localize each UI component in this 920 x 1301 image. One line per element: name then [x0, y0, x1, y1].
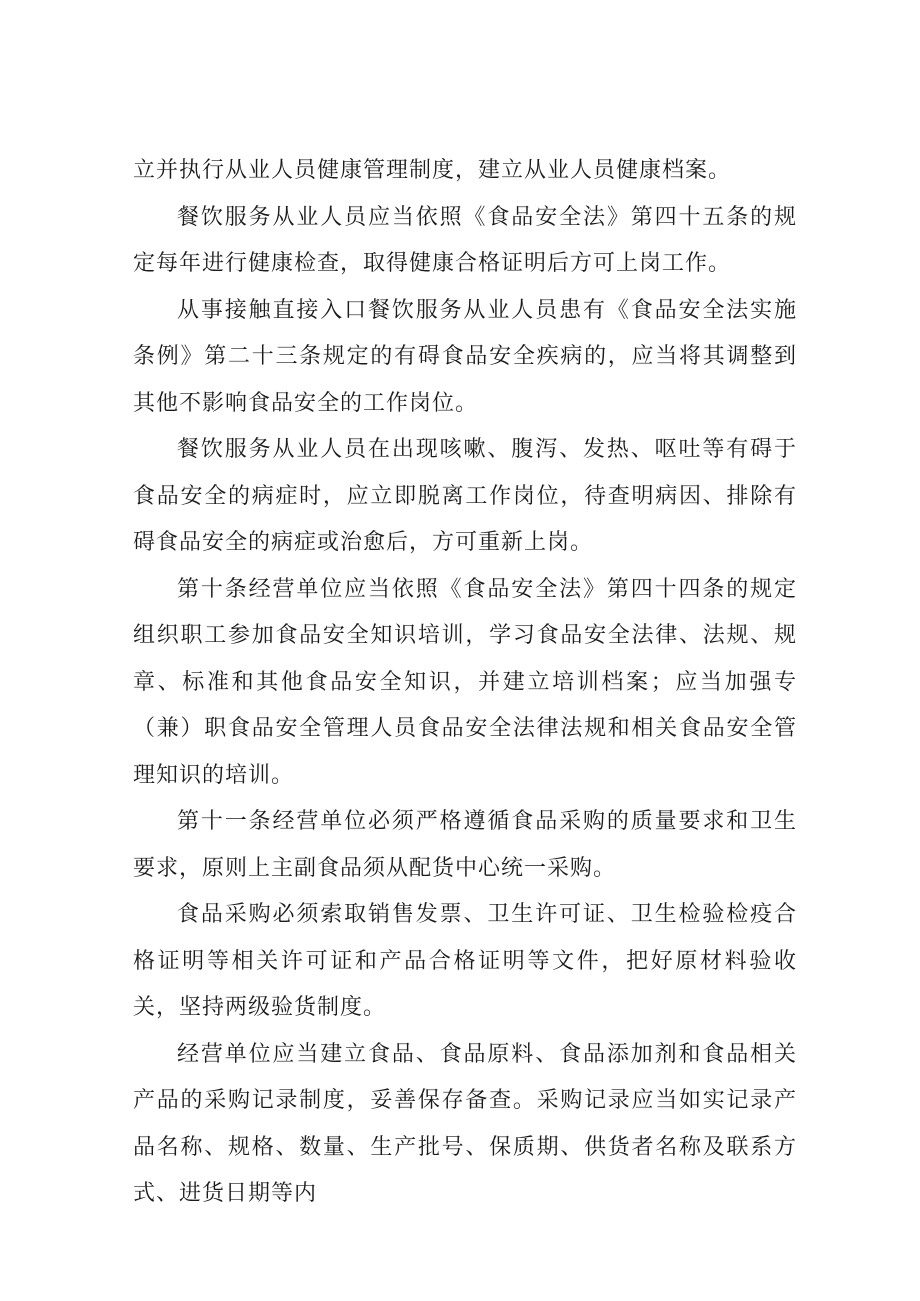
paragraph-article-11: 第十一条经营单位必须严格遵循食品采购的质量要求和卫生要求，原则上主副食品须从配货中心统一采购。	[133, 809, 797, 881]
paragraph-health-check: 餐饮服务从业人员应当依照《食品安全法》第四十五条的规定每年进行健康检查，取得健康合格证明后方可上岗工作。	[133, 204, 797, 276]
paragraph-procurement-records: 经营单位应当建立食品、食品原料、食品添加剂和食品相关产品的采购记录制度，妥善保存备查。采购记录应当如实记录产品名称、规格、数量、生产批号、保质期、供货者名称及联系方式、进货日期等内	[133, 1041, 797, 1206]
paragraph-disease-reassignment: 从事接触直接入口餐饮服务从业人员患有《食品安全法实施条例》第二十三条规定的有碍食品安全疾病的，应当将其调整到其他不影响食品安全的工作岗位。	[133, 297, 797, 416]
paragraph-symptoms: 餐饮服务从业人员在出现咳嗽、腹泻、发热、呕吐等有碍于食品安全的病症时，应立即脱离工作岗位，待查明病因、排除有碍食品安全的病症或治愈后，方可重新上岗。	[133, 437, 797, 555]
paragraph-article-10: 第十条经营单位应当依照《食品安全法》第四十四条的规定组织职工参加食品安全知识培训，学习食品安全法律、法规、规章、标准和其他食品安全知识，并建立培训档案；应当加强专（兼）职食品安全管理人员食品安全法律法规和相关食品安全管理知识的培训。	[133, 576, 797, 788]
paragraph-continuation: 立并执行从业人员健康管理制度，建立从业人员健康档案。	[133, 158, 732, 183]
document-body	[133, 148, 797, 1218]
paragraph-procurement-documents: 食品采购必须索取销售发票、卫生许可证、卫生检验检疫合格证明等相关许可证和产品合格证明等文件，把好原材料验收关，坚持两级验货制度。	[133, 902, 797, 1020]
